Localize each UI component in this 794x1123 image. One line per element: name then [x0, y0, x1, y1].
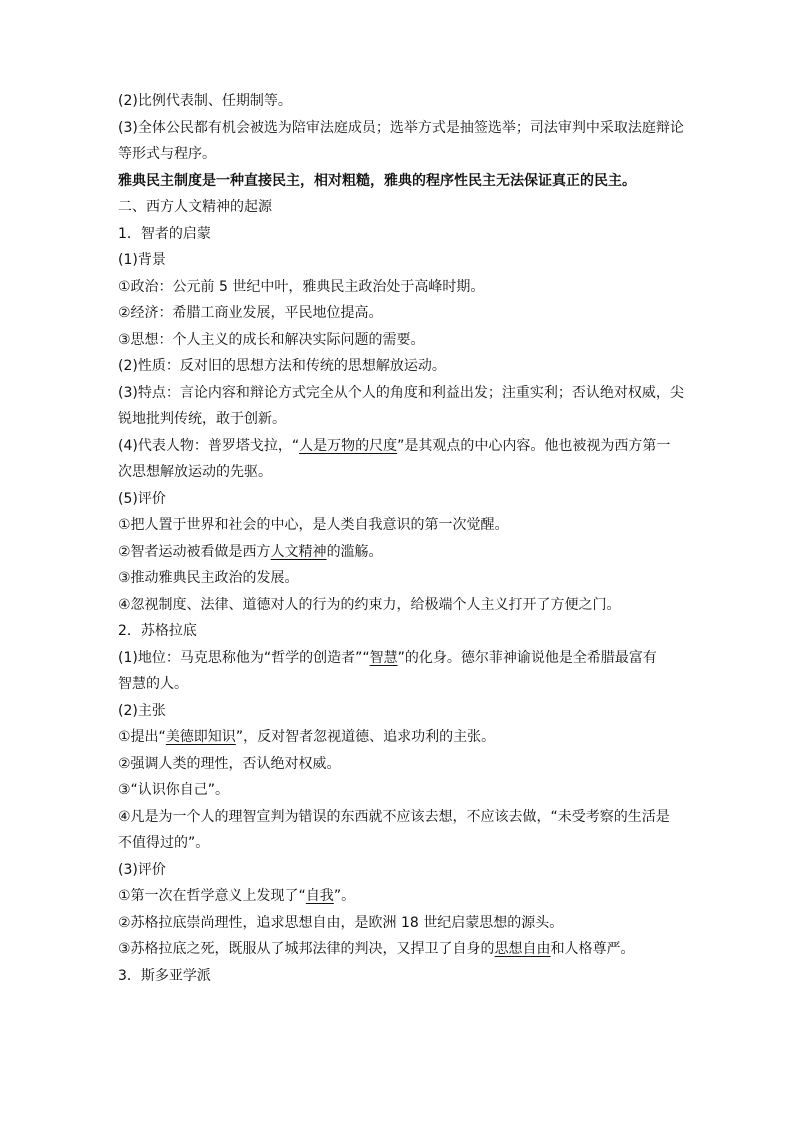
text-segment: 的滥觞。	[326, 543, 383, 560]
text-line: (3)评价	[118, 861, 166, 878]
underlined-term: 自我	[305, 888, 334, 904]
text-segment: ①提出“	[118, 729, 166, 745]
text-segment: ①第一次在哲学意义上发现了“	[118, 888, 306, 904]
text-line: (3)全体公民都有机会被选为陪审法庭成员；选举方式是抽签选举；司法审判中采取法庭辩论	[118, 119, 684, 136]
text-line: ③思想：个人主义的成长和解决实际问题的需要。	[118, 331, 425, 348]
text-line: ①政治：公元前 5 世纪中叶，雅典民主政治处于高峰时期。	[118, 278, 485, 295]
text-line: 等形式与程序。	[118, 146, 216, 162]
text-segment: ③苏格拉底之死，既服从了城邦法律的判决，又捍卫了自身的	[118, 941, 495, 957]
text-line: 锐地批判传统，敢于创新。	[118, 411, 286, 427]
section-heading: 二、西方人文精神的起源	[118, 199, 272, 215]
subsection-heading: 3．斯多亚学派	[118, 967, 211, 984]
document-page	[118, 88, 684, 989]
text-line	[118, 883, 678, 910]
underlined-term: 智慧	[369, 649, 398, 666]
text-line: ③“认识你自己”。	[118, 782, 230, 798]
text-line: (2)比例代表制、任期制等。	[118, 93, 292, 109]
text-line: ①把人置于世界和社会的中心，是人类自我意识的第一次觉醒。	[118, 517, 509, 533]
summary-line: 雅典民主制度是一种直接民主，相对粗糙，雅典的程序性民主无法保证真正的民主。	[118, 172, 636, 189]
text-line	[118, 645, 678, 672]
underlined-term: 美德即知识	[165, 729, 236, 745]
text-line: (2)性质：反对旧的思想方法和传统的思想解放运动。	[118, 358, 446, 374]
text-line	[118, 936, 678, 963]
text-segment: (4)代表人物：普罗塔戈拉，“	[118, 437, 300, 454]
text-line: ④凡是为一个人的理智宣判为错误的东西就不应该去想，不应该去做，“未受考察的生活是	[118, 808, 670, 825]
text-line: ②强调人类的理性，否认绝对权威。	[118, 755, 341, 772]
text-line: ③推动雅典民主政治的发展。	[118, 570, 299, 586]
text-line	[118, 433, 678, 460]
text-segment: ”。	[333, 888, 356, 904]
text-segment: 和人格尊严。	[550, 941, 635, 957]
text-segment: (1)地位：马克思称他为“哲学的创造者”“	[118, 649, 370, 666]
text-segment: ”是其观点的中心内容。他也被视为西方第一	[397, 437, 671, 454]
underlined-term: 人是万物的尺度	[299, 437, 398, 454]
subsection-heading: 1．智者的启蒙	[118, 225, 211, 242]
text-line	[118, 539, 678, 566]
text-line: ②苏格拉底崇尚理性，追求思想自由，是欧洲 18 世纪启蒙思想的源头。	[118, 914, 564, 931]
text-line: (2)主张	[118, 702, 166, 719]
text-line	[118, 724, 678, 751]
text-line: 次思想解放运动的先驱。	[118, 464, 272, 480]
text-line: 智慧的人。	[118, 676, 188, 692]
text-segment: ”，反对智者忽视道德、追求功利的主张。	[235, 729, 496, 745]
text-line: ④忽视制度、法律、道德对人的行为的约束力，给极端个人主义打开了方便之门。	[118, 596, 621, 613]
text-segment: ”的化身。德尔菲神谕说他是全希腊最富有	[397, 649, 657, 666]
text-segment: ②智者运动被看做是西方	[118, 543, 271, 560]
underlined-term: 思想自由	[494, 941, 551, 957]
text-line: (5)评价	[118, 490, 166, 507]
text-line: (1)背景	[118, 252, 166, 268]
underlined-term: 人文精神	[270, 543, 327, 560]
subsection-heading: 2．苏格拉底	[118, 623, 197, 639]
text-line: 不值得过的”。	[118, 835, 210, 851]
text-line: ②经济：希腊工商业发展，平民地位提高。	[118, 305, 383, 321]
text-line: (3)特点：言论内容和辩论方式完全从个人的角度和利益出发；注重实利；否认绝对权威，尖	[118, 384, 684, 401]
